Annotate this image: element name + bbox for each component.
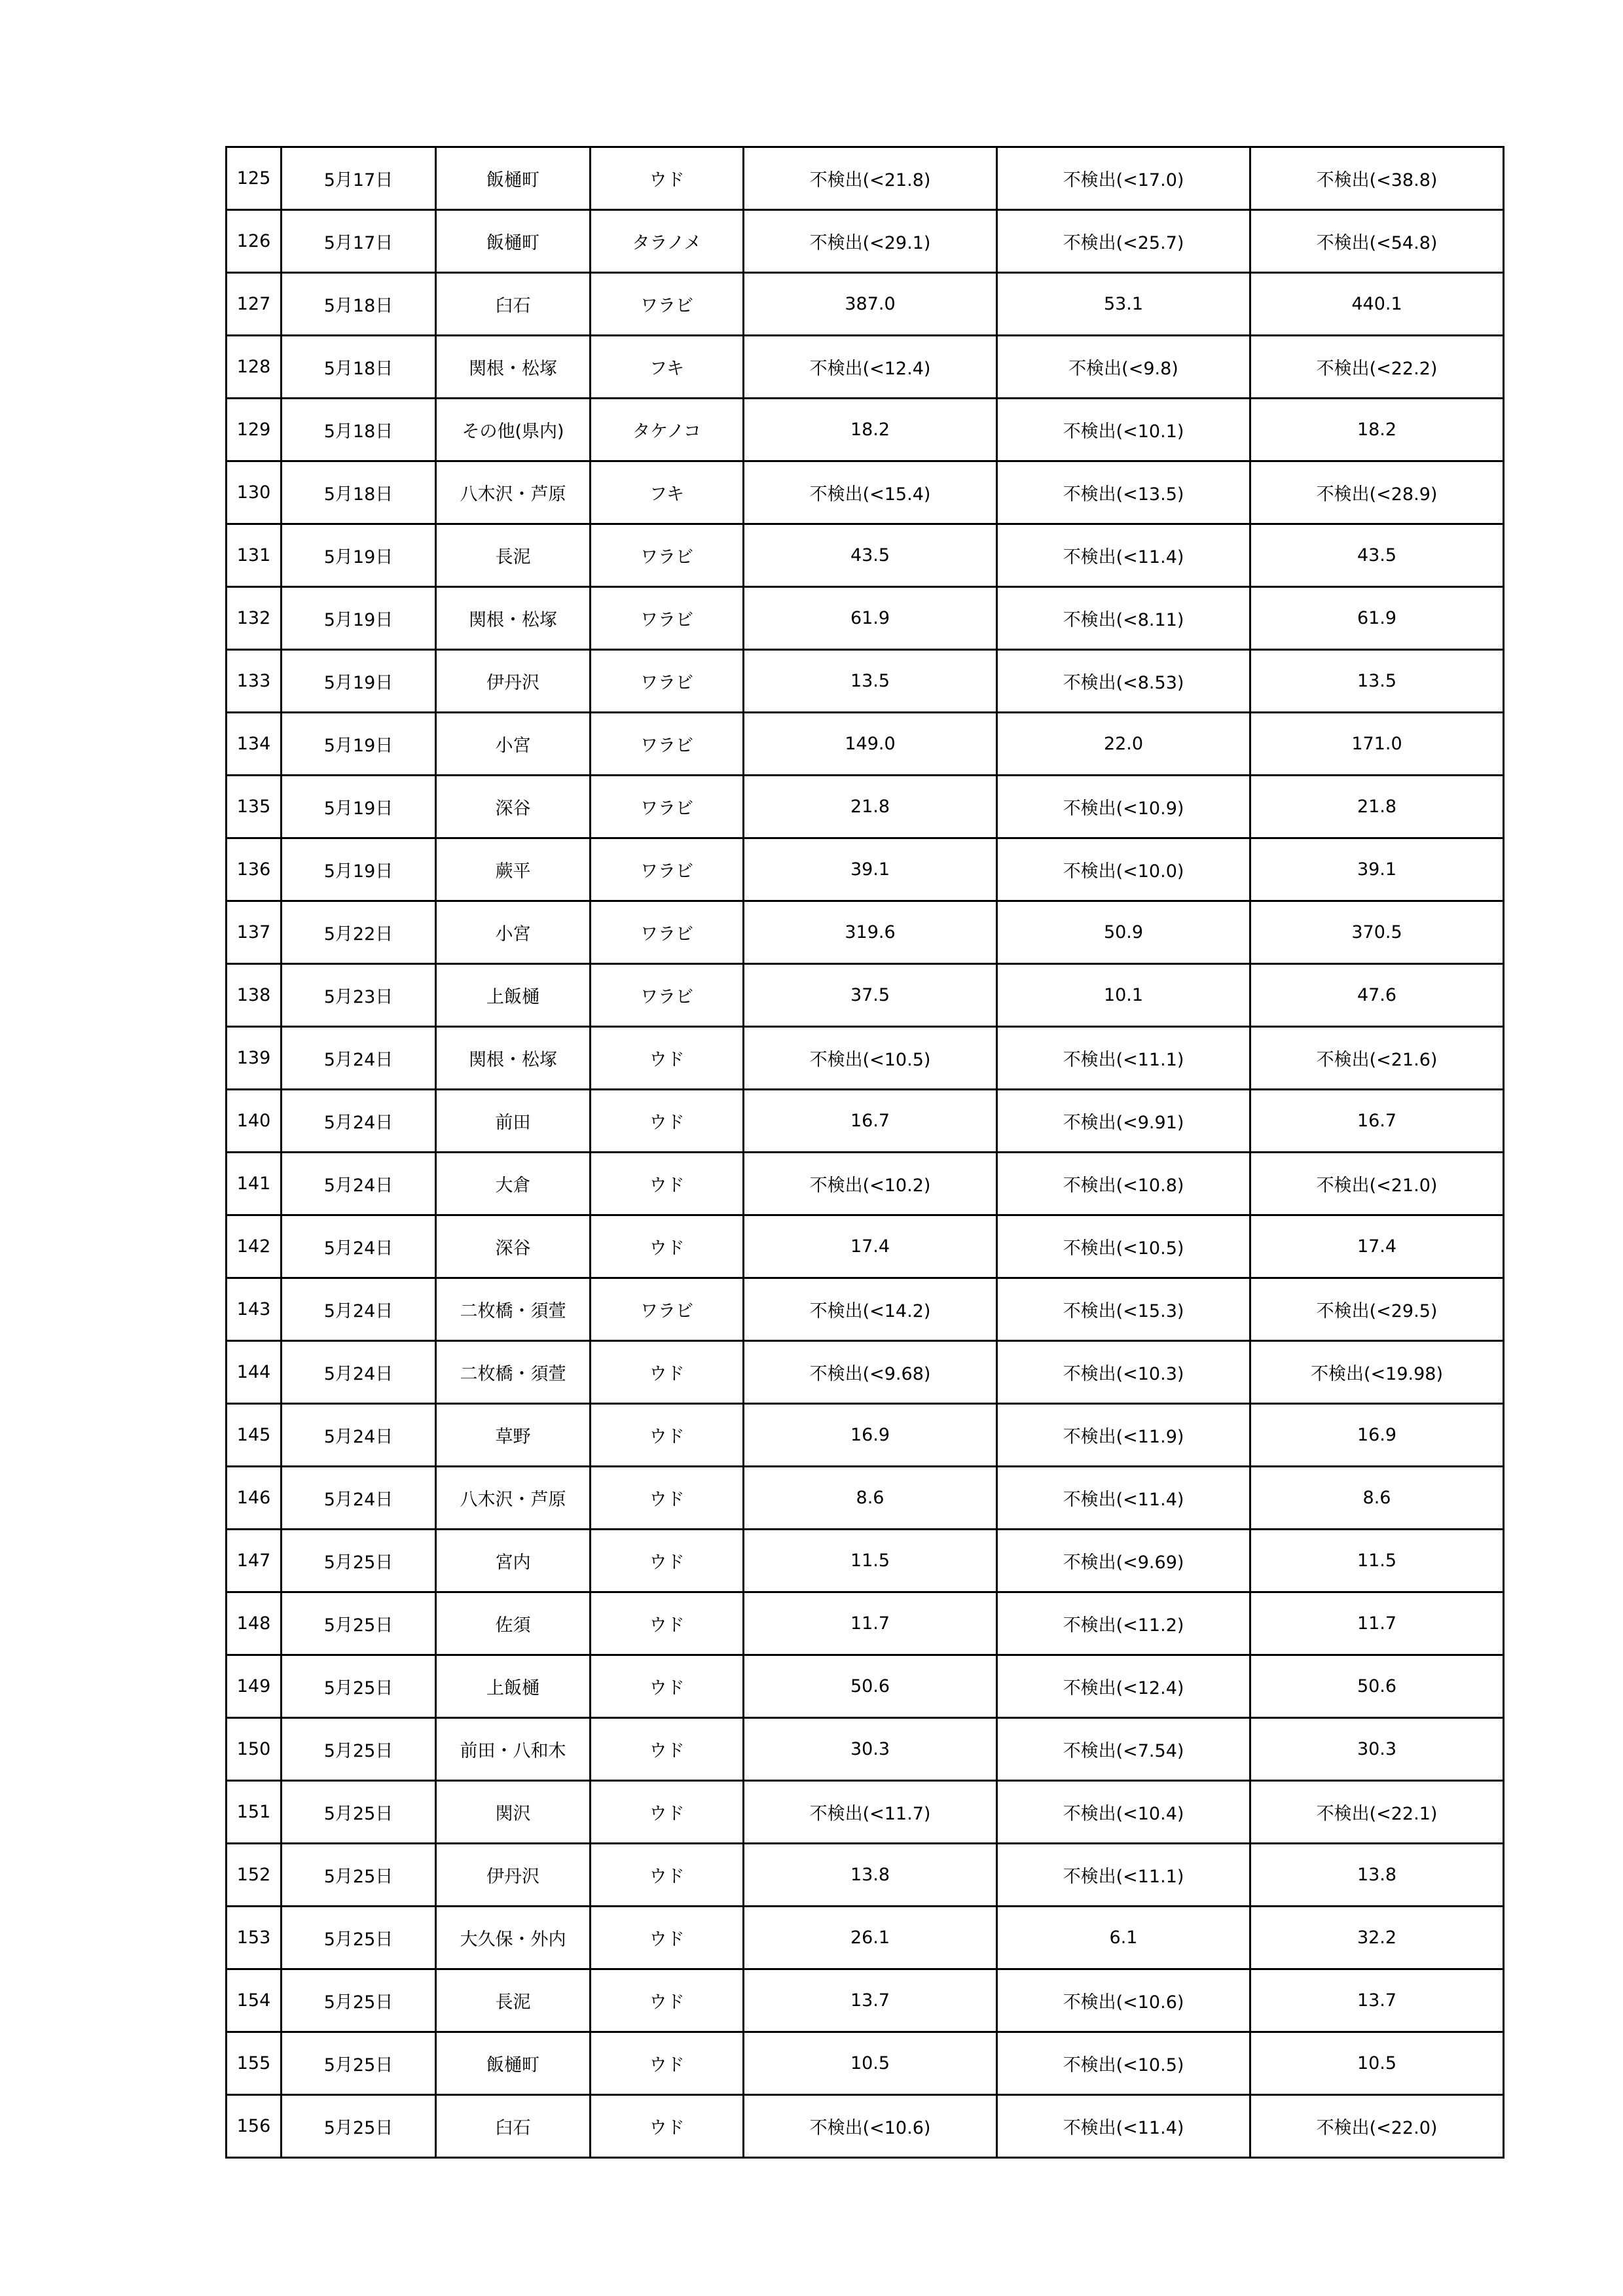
value-cell-3: 16.9 — [1250, 1404, 1504, 1467]
date-cell: 5月24日 — [282, 1027, 436, 1090]
value-cell-2: 不検出(<10.9) — [997, 776, 1250, 838]
item-cell: ウド — [591, 1844, 744, 1907]
results-table — [225, 146, 1504, 2159]
date-cell: 5月25日 — [282, 2032, 436, 2095]
value-cell-3: 不検出(<19.98) — [1250, 1341, 1504, 1404]
value-cell-3: 18.2 — [1250, 399, 1504, 461]
date-cell: 5月18日 — [282, 399, 436, 461]
value-cell-1: 不検出(<21.8) — [744, 147, 997, 210]
table-row — [227, 1404, 1504, 1467]
area-cell: 臼石 — [436, 2095, 591, 2158]
date-cell: 5月19日 — [282, 713, 436, 776]
value-cell-1: 13.7 — [744, 1969, 997, 2032]
date-cell: 5月25日 — [282, 1655, 436, 1718]
value-cell-1: 11.7 — [744, 1592, 997, 1655]
table-row — [227, 1467, 1504, 1530]
area-cell: 前田 — [436, 1090, 591, 1153]
value-cell-3: 8.6 — [1250, 1467, 1504, 1530]
value-cell-3: 171.0 — [1250, 713, 1504, 776]
sample-number-cell: 137 — [227, 901, 282, 964]
area-cell: 深谷 — [436, 776, 591, 838]
date-cell: 5月25日 — [282, 1718, 436, 1781]
value-cell-2: 不検出(<15.3) — [997, 1278, 1250, 1341]
value-cell-3: 13.5 — [1250, 650, 1504, 713]
value-cell-3: 不検出(<21.6) — [1250, 1027, 1504, 1090]
area-cell: 二枚橋・須萱 — [436, 1278, 591, 1341]
sample-number-cell: 138 — [227, 964, 282, 1027]
value-cell-1: 不検出(<29.1) — [744, 210, 997, 273]
date-cell: 5月19日 — [282, 838, 436, 901]
value-cell-3: 不検出(<28.9) — [1250, 461, 1504, 524]
sample-number-cell: 140 — [227, 1090, 282, 1153]
sample-number-cell: 148 — [227, 1592, 282, 1655]
item-cell: ウド — [591, 1781, 744, 1844]
date-cell: 5月24日 — [282, 1341, 436, 1404]
table-row — [227, 650, 1504, 713]
value-cell-2: 不検出(<10.4) — [997, 1781, 1250, 1844]
item-cell: ウド — [591, 1341, 744, 1404]
date-cell: 5月24日 — [282, 1404, 436, 1467]
value-cell-3: 440.1 — [1250, 273, 1504, 336]
area-cell: 飯樋町 — [436, 2032, 591, 2095]
item-cell: ワラビ — [591, 587, 744, 650]
value-cell-2: 不検出(<9.91) — [997, 1090, 1250, 1153]
item-cell: タケノコ — [591, 399, 744, 461]
value-cell-2: 不検出(<11.1) — [997, 1844, 1250, 1907]
value-cell-2: 不検出(<9.69) — [997, 1530, 1250, 1592]
item-cell: フキ — [591, 336, 744, 399]
date-cell: 5月18日 — [282, 273, 436, 336]
item-cell: ウド — [591, 147, 744, 210]
item-cell: ウド — [591, 2032, 744, 2095]
area-cell: 二枚橋・須萱 — [436, 1341, 591, 1404]
value-cell-3: 17.4 — [1250, 1215, 1504, 1278]
date-cell: 5月24日 — [282, 1467, 436, 1530]
value-cell-2: 6.1 — [997, 1907, 1250, 1969]
sample-number-cell: 132 — [227, 587, 282, 650]
item-cell: ウド — [591, 1404, 744, 1467]
value-cell-2: 不検出(<7.54) — [997, 1718, 1250, 1781]
results-table-body — [227, 147, 1504, 2158]
value-cell-1: 11.5 — [744, 1530, 997, 1592]
table-row — [227, 273, 1504, 336]
sample-number-cell: 126 — [227, 210, 282, 273]
area-cell: 前田・八和木 — [436, 1718, 591, 1781]
value-cell-3: 不検出(<22.2) — [1250, 336, 1504, 399]
table-row — [227, 1969, 1504, 2032]
table-row — [227, 901, 1504, 964]
value-cell-3: 30.3 — [1250, 1718, 1504, 1781]
table-row — [227, 1215, 1504, 1278]
sample-number-cell: 131 — [227, 524, 282, 587]
sample-number-cell: 152 — [227, 1844, 282, 1907]
value-cell-1: 10.5 — [744, 2032, 997, 2095]
table-row — [227, 2095, 1504, 2158]
item-cell: ウド — [591, 1718, 744, 1781]
sample-number-cell: 147 — [227, 1530, 282, 1592]
value-cell-3: 11.5 — [1250, 1530, 1504, 1592]
item-cell: ワラビ — [591, 838, 744, 901]
value-cell-2: 不検出(<11.4) — [997, 1467, 1250, 1530]
area-cell: 長泥 — [436, 524, 591, 587]
date-cell: 5月25日 — [282, 2095, 436, 2158]
sample-number-cell: 150 — [227, 1718, 282, 1781]
area-cell: 深谷 — [436, 1215, 591, 1278]
sample-number-cell: 141 — [227, 1153, 282, 1215]
value-cell-3: 43.5 — [1250, 524, 1504, 587]
value-cell-2: 不検出(<17.0) — [997, 147, 1250, 210]
value-cell-1: 不検出(<10.5) — [744, 1027, 997, 1090]
area-cell: 関根・松塚 — [436, 336, 591, 399]
area-cell: 小宮 — [436, 901, 591, 964]
value-cell-1: 319.6 — [744, 901, 997, 964]
item-cell: ワラビ — [591, 713, 744, 776]
value-cell-2: 10.1 — [997, 964, 1250, 1027]
area-cell: 関根・松塚 — [436, 1027, 591, 1090]
value-cell-1: 50.6 — [744, 1655, 997, 1718]
value-cell-3: 不検出(<54.8) — [1250, 210, 1504, 273]
item-cell: ウド — [591, 1907, 744, 1969]
item-cell: ワラビ — [591, 964, 744, 1027]
date-cell: 5月24日 — [282, 1215, 436, 1278]
value-cell-1: 16.7 — [744, 1090, 997, 1153]
item-cell: ウド — [591, 2095, 744, 2158]
date-cell: 5月24日 — [282, 1278, 436, 1341]
area-cell: 大倉 — [436, 1153, 591, 1215]
table-row — [227, 1341, 1504, 1404]
item-cell: ワラビ — [591, 273, 744, 336]
table-row — [227, 838, 1504, 901]
value-cell-3: 10.5 — [1250, 2032, 1504, 2095]
area-cell: 佐須 — [436, 1592, 591, 1655]
value-cell-3: 不検出(<38.8) — [1250, 147, 1504, 210]
value-cell-3: 11.7 — [1250, 1592, 1504, 1655]
sample-number-cell: 142 — [227, 1215, 282, 1278]
sample-number-cell: 127 — [227, 273, 282, 336]
date-cell: 5月17日 — [282, 210, 436, 273]
value-cell-3: 不検出(<22.1) — [1250, 1781, 1504, 1844]
value-cell-1: 13.5 — [744, 650, 997, 713]
table-row — [227, 1153, 1504, 1215]
date-cell: 5月18日 — [282, 461, 436, 524]
value-cell-1: 不検出(<15.4) — [744, 461, 997, 524]
item-cell: ワラビ — [591, 650, 744, 713]
area-cell: 長泥 — [436, 1969, 591, 2032]
sample-number-cell: 145 — [227, 1404, 282, 1467]
sample-number-cell: 139 — [227, 1027, 282, 1090]
sample-number-cell: 134 — [227, 713, 282, 776]
area-cell: 飯樋町 — [436, 147, 591, 210]
item-cell: ワラビ — [591, 776, 744, 838]
value-cell-1: 不検出(<12.4) — [744, 336, 997, 399]
table-row — [227, 776, 1504, 838]
item-cell: タラノメ — [591, 210, 744, 273]
date-cell: 5月25日 — [282, 1530, 436, 1592]
value-cell-2: 不検出(<11.9) — [997, 1404, 1250, 1467]
item-cell: ウド — [591, 1969, 744, 2032]
item-cell: ワラビ — [591, 901, 744, 964]
value-cell-3: 不検出(<21.0) — [1250, 1153, 1504, 1215]
value-cell-1: 61.9 — [744, 587, 997, 650]
date-cell: 5月25日 — [282, 1592, 436, 1655]
value-cell-1: 不検出(<14.2) — [744, 1278, 997, 1341]
area-cell: 宮内 — [436, 1530, 591, 1592]
sample-number-cell: 133 — [227, 650, 282, 713]
value-cell-2: 不検出(<8.53) — [997, 650, 1250, 713]
item-cell: ワラビ — [591, 524, 744, 587]
item-cell: ウド — [591, 1592, 744, 1655]
date-cell: 5月19日 — [282, 776, 436, 838]
value-cell-2: 不検出(<8.11) — [997, 587, 1250, 650]
value-cell-1: 不検出(<9.68) — [744, 1341, 997, 1404]
value-cell-3: 39.1 — [1250, 838, 1504, 901]
value-cell-1: 30.3 — [744, 1718, 997, 1781]
value-cell-2: 不検出(<11.2) — [997, 1592, 1250, 1655]
table-row — [227, 147, 1504, 210]
table-row — [227, 1027, 1504, 1090]
table-row — [227, 1090, 1504, 1153]
item-cell: ウド — [591, 1027, 744, 1090]
value-cell-2: 不検出(<10.1) — [997, 399, 1250, 461]
sample-number-cell: 130 — [227, 461, 282, 524]
item-cell: ウド — [591, 1090, 744, 1153]
value-cell-1: 39.1 — [744, 838, 997, 901]
table-row — [227, 1907, 1504, 1969]
table-row — [227, 713, 1504, 776]
value-cell-3: 16.7 — [1250, 1090, 1504, 1153]
value-cell-1: 13.8 — [744, 1844, 997, 1907]
area-cell: 八木沢・芦原 — [436, 1467, 591, 1530]
value-cell-2: 不検出(<25.7) — [997, 210, 1250, 273]
sample-number-cell: 135 — [227, 776, 282, 838]
value-cell-2: 不検出(<10.5) — [997, 1215, 1250, 1278]
date-cell: 5月19日 — [282, 650, 436, 713]
table-row — [227, 210, 1504, 273]
sample-number-cell: 153 — [227, 1907, 282, 1969]
value-cell-2: 不検出(<13.5) — [997, 461, 1250, 524]
item-cell: ウド — [591, 1530, 744, 1592]
table-row — [227, 1655, 1504, 1718]
table-row — [227, 1530, 1504, 1592]
area-cell: 上飯樋 — [436, 964, 591, 1027]
value-cell-3: 不検出(<22.0) — [1250, 2095, 1504, 2158]
value-cell-2: 不検出(<12.4) — [997, 1655, 1250, 1718]
value-cell-1: 17.4 — [744, 1215, 997, 1278]
value-cell-2: 不検出(<9.8) — [997, 336, 1250, 399]
table-row — [227, 964, 1504, 1027]
date-cell: 5月19日 — [282, 524, 436, 587]
value-cell-1: 18.2 — [744, 399, 997, 461]
date-cell: 5月24日 — [282, 1153, 436, 1215]
sample-number-cell: 128 — [227, 336, 282, 399]
sample-number-cell: 136 — [227, 838, 282, 901]
item-cell: ウド — [591, 1655, 744, 1718]
sample-number-cell: 143 — [227, 1278, 282, 1341]
area-cell: 伊丹沢 — [436, 650, 591, 713]
area-cell: 草野 — [436, 1404, 591, 1467]
table-row — [227, 1781, 1504, 1844]
area-cell: 臼石 — [436, 273, 591, 336]
table-row — [227, 2032, 1504, 2095]
area-cell: 蕨平 — [436, 838, 591, 901]
sample-number-cell: 144 — [227, 1341, 282, 1404]
area-cell: その他(県内) — [436, 399, 591, 461]
value-cell-3: 370.5 — [1250, 901, 1504, 964]
table-row — [227, 587, 1504, 650]
date-cell: 5月24日 — [282, 1090, 436, 1153]
value-cell-1: 43.5 — [744, 524, 997, 587]
value-cell-2: 不検出(<10.8) — [997, 1153, 1250, 1215]
value-cell-2: 53.1 — [997, 273, 1250, 336]
value-cell-3: 13.8 — [1250, 1844, 1504, 1907]
table-row — [227, 1844, 1504, 1907]
item-cell: ウド — [591, 1215, 744, 1278]
value-cell-2: 不検出(<11.4) — [997, 2095, 1250, 2158]
value-cell-1: 21.8 — [744, 776, 997, 838]
item-cell: フキ — [591, 461, 744, 524]
area-cell: 大久保・外内 — [436, 1907, 591, 1969]
item-cell: ウド — [591, 1467, 744, 1530]
value-cell-3: 50.6 — [1250, 1655, 1504, 1718]
value-cell-3: 32.2 — [1250, 1907, 1504, 1969]
date-cell: 5月18日 — [282, 336, 436, 399]
area-cell: 上飯樋 — [436, 1655, 591, 1718]
value-cell-2: 不検出(<10.0) — [997, 838, 1250, 901]
value-cell-3: 47.6 — [1250, 964, 1504, 1027]
sample-number-cell: 156 — [227, 2095, 282, 2158]
date-cell: 5月17日 — [282, 147, 436, 210]
value-cell-1: 不検出(<10.6) — [744, 2095, 997, 2158]
table-row — [227, 1592, 1504, 1655]
value-cell-1: 不検出(<10.2) — [744, 1153, 997, 1215]
value-cell-2: 50.9 — [997, 901, 1250, 964]
table-row — [227, 1718, 1504, 1781]
value-cell-1: 26.1 — [744, 1907, 997, 1969]
value-cell-2: 不検出(<11.1) — [997, 1027, 1250, 1090]
area-cell: 小宮 — [436, 713, 591, 776]
date-cell: 5月25日 — [282, 1844, 436, 1907]
value-cell-1: 387.0 — [744, 273, 997, 336]
date-cell: 5月25日 — [282, 1907, 436, 1969]
area-cell: 関根・松塚 — [436, 587, 591, 650]
sample-number-cell: 129 — [227, 399, 282, 461]
value-cell-1: 16.9 — [744, 1404, 997, 1467]
area-cell: 八木沢・芦原 — [436, 461, 591, 524]
value-cell-3: 21.8 — [1250, 776, 1504, 838]
sample-number-cell: 155 — [227, 2032, 282, 2095]
value-cell-1: 37.5 — [744, 964, 997, 1027]
table-row — [227, 336, 1504, 399]
value-cell-3: 61.9 — [1250, 587, 1504, 650]
sample-number-cell: 125 — [227, 147, 282, 210]
table-row — [227, 524, 1504, 587]
sample-number-cell: 146 — [227, 1467, 282, 1530]
date-cell: 5月23日 — [282, 964, 436, 1027]
table-row — [227, 461, 1504, 524]
table-row — [227, 399, 1504, 461]
value-cell-2: 不検出(<10.6) — [997, 1969, 1250, 2032]
area-cell: 伊丹沢 — [436, 1844, 591, 1907]
value-cell-2: 22.0 — [997, 713, 1250, 776]
value-cell-3: 13.7 — [1250, 1969, 1504, 2032]
value-cell-3: 不検出(<29.5) — [1250, 1278, 1504, 1341]
sample-number-cell: 154 — [227, 1969, 282, 2032]
area-cell: 関沢 — [436, 1781, 591, 1844]
date-cell: 5月25日 — [282, 1781, 436, 1844]
date-cell: 5月22日 — [282, 901, 436, 964]
sample-number-cell: 149 — [227, 1655, 282, 1718]
value-cell-2: 不検出(<11.4) — [997, 524, 1250, 587]
item-cell: ウド — [591, 1153, 744, 1215]
value-cell-2: 不検出(<10.5) — [997, 2032, 1250, 2095]
date-cell: 5月25日 — [282, 1969, 436, 2032]
value-cell-1: 149.0 — [744, 713, 997, 776]
date-cell: 5月19日 — [282, 587, 436, 650]
sample-number-cell: 151 — [227, 1781, 282, 1844]
item-cell: ワラビ — [591, 1278, 744, 1341]
table-row — [227, 1278, 1504, 1341]
value-cell-1: 不検出(<11.7) — [744, 1781, 997, 1844]
area-cell: 飯樋町 — [436, 210, 591, 273]
value-cell-1: 8.6 — [744, 1467, 997, 1530]
value-cell-2: 不検出(<10.3) — [997, 1341, 1250, 1404]
